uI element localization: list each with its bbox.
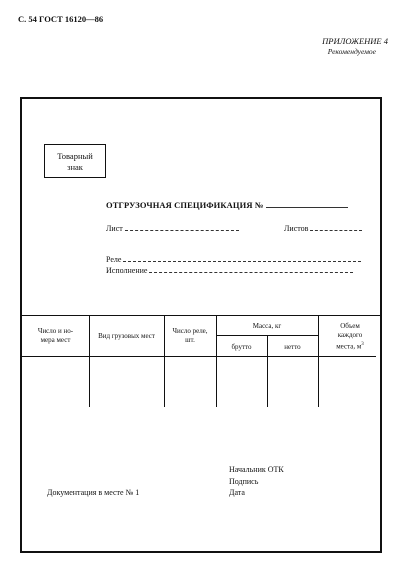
trademark-label-line2: знак: [67, 162, 83, 172]
execution-label: Исполнение: [106, 266, 148, 275]
col-mass-header: Масса, кг: [252, 322, 282, 330]
col-volume-line3-text: места, м: [336, 342, 362, 351]
col-volume-header: [318, 322, 382, 351]
sheet-label: Лист: [106, 224, 123, 233]
relay-field[interactable]: [123, 254, 361, 262]
col-volume-line2: каждого: [337, 331, 363, 339]
relay-label: Реле: [106, 255, 122, 264]
col-mass-net-header: нетто: [284, 343, 301, 351]
relay-row: [106, 254, 361, 264]
sheet-row: [106, 223, 239, 233]
documentation-location: Документация в месте № 1: [47, 488, 140, 497]
sheets-label: Листов: [284, 224, 309, 233]
col-relay-count-line1: Число реле,: [172, 327, 208, 335]
col-relay-count-header: [164, 327, 216, 345]
otk-chief-label: Начальник ОТК: [229, 465, 284, 474]
trademark-label-line1: Товарный: [57, 151, 93, 161]
table-header-bottom-rule: [22, 356, 376, 357]
execution-field[interactable]: [149, 265, 353, 273]
execution-row: [106, 265, 353, 275]
signature-label: Подпись: [229, 477, 259, 486]
table-col-divider-1: [89, 315, 90, 407]
col-volume-line1: Объем: [340, 322, 360, 330]
trademark-box: [44, 144, 106, 178]
spec-number-field[interactable]: [266, 200, 348, 208]
sheet-field[interactable]: [125, 223, 239, 231]
appendix-title: ПРИЛОЖЕНИЕ 4: [322, 36, 388, 46]
col-places-line1: Число и но-: [37, 327, 74, 335]
form-title-text: ОТГРУЗОЧНАЯ СПЕЦИФИКАЦИЯ №: [106, 200, 264, 210]
col-volume-line3: [318, 340, 382, 351]
col-volume-unit-exponent: 3: [361, 342, 364, 347]
col-places-header: [22, 327, 89, 345]
specification-form: [20, 97, 382, 553]
date-label: Дата: [229, 488, 245, 497]
form-title: [106, 200, 348, 210]
sheets-field[interactable]: [310, 223, 362, 231]
appendix-note: Рекомендуемое: [327, 47, 376, 56]
page-reference: С. 54 ГОСТ 16120—86: [18, 14, 104, 24]
col-cargo-type-header: Вид грузовых мест: [98, 332, 155, 340]
col-places-line2: мера мест: [40, 336, 71, 344]
col-mass-gross-header: брутто: [231, 343, 252, 351]
sheets-row: [284, 223, 362, 233]
table-top-rule: [22, 315, 380, 316]
col-relay-count-line2: шт.: [185, 336, 195, 344]
